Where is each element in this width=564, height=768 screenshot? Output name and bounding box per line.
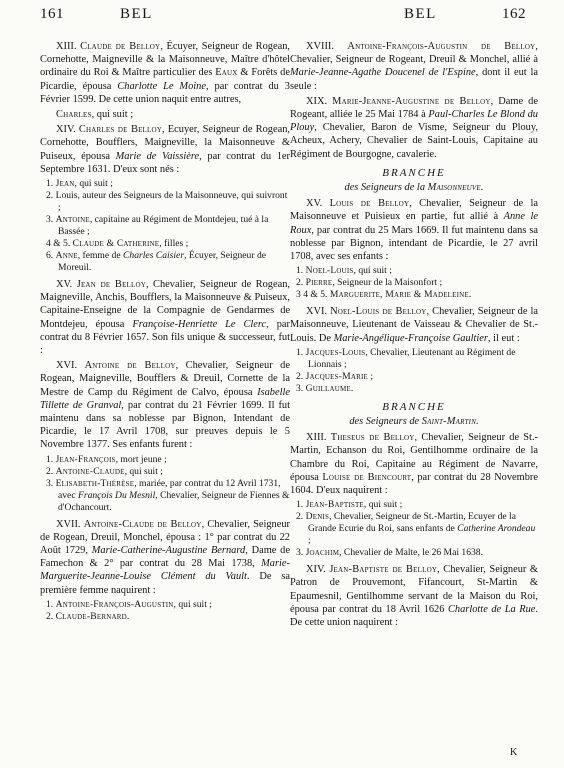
text-run: Louise de Biencourt	[322, 471, 412, 483]
text-run: , Chevalier, Seigneur de St.-Martin, Ecuyer de la Grande Ecurie du Roi, sans enfants de	[308, 511, 516, 535]
text-run: .	[476, 416, 479, 428]
text-run: Jean de Belloy	[76, 279, 147, 291]
text-run: , Chevalier de Malte, le 26 Mai 1638.	[339, 547, 483, 559]
text-run: ;	[308, 535, 311, 547]
text-run: 6.	[46, 250, 56, 262]
text-run: , filles ;	[159, 238, 189, 250]
text-run: Marie-Jeanne-Agathe Doucenel de l'Espine	[290, 67, 476, 79]
text-run: Marie-Catherine-Augustine Bernard	[91, 545, 246, 557]
text-run: 1.	[296, 346, 306, 358]
genealogy-entry	[290, 431, 538, 497]
text-run: , Dame de Famechon & 2° par contrat du 28 Mai 1738,	[40, 545, 290, 570]
text-run: 1.	[46, 598, 56, 610]
text-run: , par contrat du 1er Septembre 1631. D'eux sont nés :	[40, 150, 291, 175]
text-run: 2.	[296, 511, 306, 523]
text-run: 3.	[296, 382, 306, 394]
text-run: , Écuyer, Seigneur de Rogean, Cornehotte, Maigneville & la Maisonneuve, Maître d'hôtel ordinaire du Roi & Maître particulier des	[40, 41, 290, 79]
list-item	[46, 599, 290, 611]
right-column	[290, 40, 538, 631]
text-run: , Chevalier, Seigneur de Rogeant, Dreuil & Monchel, allié à	[290, 41, 538, 66]
list-item	[46, 178, 290, 190]
text-run: Elisabeth-Thérèse	[55, 477, 135, 489]
text-run: Jacques-Marie	[305, 370, 368, 382]
text-run: & Forêts de Picardie, épousa	[40, 67, 290, 92]
text-run: , Dame de Rogeant, alliée le 25 Mai 1784 à	[290, 95, 538, 121]
text-run: XIV.	[306, 564, 330, 576]
branch-heading: BRANCHE	[382, 166, 446, 179]
text-run: Jean-François	[55, 453, 116, 465]
text-run: Antoine-Claude de Belloy	[83, 518, 202, 530]
text-run: , par contrat du 21 Février 1699. Il fut maintenu dans sa noblesse par Bignon, Intendant de Picardie, le 17 Avril 1708, sur preuves depuis le 5 Novembre 1377. Ses enfants furent :	[40, 399, 290, 451]
text-run: 3 4 & 5.	[296, 289, 330, 301]
text-run: des Seigneurs de	[349, 416, 422, 428]
genealogy-entry	[40, 108, 290, 121]
left-column	[40, 40, 290, 627]
text-run: Marie-Jeanne-Augustine de Belloy	[332, 95, 491, 107]
genealogy-entry	[290, 40, 538, 93]
list-item	[296, 277, 538, 289]
text-run: , Chevalier, Baron de Visme, Seigneur du Plouy, Acheux, Achery, Chevalier de Saint-Louis, Capitaine au Régiment de Bourgogne, cavalerie.	[290, 122, 538, 160]
signature-mark: K	[510, 747, 518, 758]
text-run: XV.	[306, 198, 330, 210]
text-run: XVII.	[56, 518, 84, 530]
text-run: Anne le Roux	[290, 211, 539, 236]
text-run: Marie de Vaissière	[115, 150, 200, 162]
text-run: Claude & Catherine	[72, 238, 160, 250]
text-run: Jean-Baptiste	[305, 499, 364, 511]
text-run: Claude-Bernard	[55, 610, 127, 622]
text-run: .	[350, 382, 354, 394]
text-run: Françoise-Henriette Le Clerc	[132, 318, 267, 330]
page-header	[0, 0, 564, 34]
text-run: XIII.	[306, 432, 331, 444]
text-run: Saint-Martin	[421, 416, 477, 428]
text-run: , il eut :	[487, 332, 520, 344]
list-item	[296, 383, 538, 395]
text-run: Jacques-Louis	[305, 346, 366, 358]
text-run: , par contrat du 8 Février 1657. Son fils unique & successeur, fut :	[40, 318, 290, 357]
page-number-right: 162	[502, 6, 526, 22]
text-run: XVIII.	[306, 41, 348, 52]
text-run: Maisonneuve	[427, 182, 481, 194]
text-run: 2.	[46, 465, 56, 477]
text-run: 2.	[296, 370, 306, 382]
text-run: 3.	[46, 214, 56, 226]
text-run: , par contrat du 3 Février 1599. De cette union naquit entre autres,	[40, 80, 290, 105]
text-run: , qui suit ;	[173, 598, 212, 610]
text-run: , capitaine au Régiment de Montdejeu, tué à la Bassée ;	[58, 214, 269, 238]
text-run: Paul-Charles Le Blond du Plouy	[290, 109, 538, 134]
text-run: Pierre	[305, 277, 333, 289]
text-run: XVI.	[306, 306, 331, 318]
list-item	[296, 289, 538, 301]
text-run: Antoine de Belloy	[84, 360, 176, 372]
list-item	[296, 499, 538, 511]
list-item	[296, 265, 538, 277]
text-run: , mort jeune ;	[115, 453, 167, 465]
text-run: Claude de Belloy	[80, 41, 161, 52]
list-item	[296, 547, 538, 559]
text-run: 1.	[46, 453, 56, 465]
genealogy-entry	[290, 95, 538, 161]
text-run: , Ecuyer, Seigneur de Rogean, Cornehotte, Boufflers, Maigneville, la Maisonneuve & Puiseux, épousa	[40, 124, 290, 162]
text-run: Charlotte Le Moine	[117, 80, 206, 92]
branch-subheading	[290, 181, 538, 194]
text-run: .	[468, 289, 472, 301]
list-item	[296, 347, 538, 371]
text-run: Charles	[56, 109, 92, 121]
text-run: Catherine Arondeau	[457, 523, 536, 535]
text-run: Joachim	[305, 547, 340, 559]
genealogy-entry	[290, 305, 538, 345]
list-item	[46, 190, 290, 214]
text-run: , Chevalier, Lieutenant au Régiment de Lionnais ;	[308, 346, 516, 370]
text-run: 1.	[296, 265, 306, 277]
list-item	[296, 371, 538, 383]
text-run: .	[126, 610, 130, 622]
text-run: , par contrat du 25 Mars 1669. Il fut maintenu dans sa noblesse par Bignon, intendant de Picardie, le 27 avril 1708, avec ses enfants :	[290, 224, 538, 263]
genealogy-entry	[290, 197, 538, 263]
text-run: 1.	[296, 499, 306, 511]
text-run: 3.	[46, 477, 56, 489]
text-run: , qui suit ;	[74, 178, 113, 190]
text-run: des Seigneurs de la	[344, 182, 428, 194]
children-list	[46, 178, 290, 274]
text-run: XIV.	[56, 124, 79, 136]
text-run: , Chevalier, Seigneur de Rogean, Dreuil, Monchel, épousa : 1° par contrat du 22 Août 1729,	[40, 518, 291, 557]
text-run: 4 & 5.	[46, 238, 73, 250]
text-run: Noel-Louis	[305, 265, 354, 277]
text-run: , dont il eut la seule :	[290, 67, 538, 92]
text-run: ;	[368, 370, 374, 382]
children-list	[46, 454, 290, 514]
text-run: Marie-Marguerite-Jeanne-Louise Clément du Vault	[40, 558, 290, 583]
page-number-left: 161	[40, 6, 64, 22]
text-run: .	[480, 182, 484, 194]
children-list	[296, 265, 538, 301]
text-run: Antoine-Claude	[55, 465, 125, 477]
text-run: Guillaume	[305, 382, 351, 394]
list-item	[46, 214, 290, 238]
text-run: Marguerite, Marie & Madeleine	[329, 289, 469, 301]
list-item	[46, 611, 290, 623]
list-item	[296, 511, 538, 547]
text-run: Marie-Angélique-Françoise Gaultier	[333, 332, 488, 344]
genealogy-entry	[40, 359, 290, 451]
text-run: XIX.	[306, 95, 333, 107]
text-run: , Écuyer, Seigneur de Moreuil.	[58, 250, 266, 274]
text-run: , Chevalier, Seigneur de Fiennes & d'Ochancourt.	[58, 489, 290, 513]
branch-heading: BRANCHE	[382, 400, 446, 413]
text-run: , Chevalier, Seigneur de St.-Martin, Echanson du Roi, Gentilhomme ordinaire de la Chambre du Roi, Capitaine au Régiment de Navarre, épousa	[290, 432, 539, 483]
text-run: Charles Caisier	[123, 250, 185, 262]
text-run: Jean	[55, 178, 75, 190]
text-run: XVI.	[56, 360, 85, 372]
text-run: Isabelle Tillette de Granval	[40, 386, 290, 411]
text-run: , Seigneur de la Maisonfort ;	[332, 277, 443, 289]
text-run: Charlotte de La Rue	[447, 603, 536, 615]
text-run: , Chevalier, Seigneur & Patron de Prouvemont, Fifancourt, St-Martin & Epaumesnil, Gentilhomme servant de la Maison du Roi, épousa par contrat du 18 Avril 1626	[290, 564, 539, 615]
text-run: François Du Mesnil	[77, 489, 156, 501]
text-run: 2. Louis, auteur des Seigneurs de la Maisonneuve, qui suivront ;	[46, 190, 288, 214]
text-run: , Chevalier, Seigneur de la Maisonneuve et Puisieux en partie, fut allié à	[290, 198, 538, 223]
text-run: XIII.	[56, 41, 81, 52]
text-run: , qui suit ;	[91, 109, 134, 121]
text-run: Theseus de Belloy	[330, 432, 415, 444]
text-run: 1.	[46, 178, 56, 190]
text-run: , qui suit ;	[363, 499, 403, 511]
genealogy-entry	[40, 518, 290, 597]
text-run: Eaux	[215, 67, 238, 79]
running-title-left: BEL	[120, 6, 153, 22]
children-list	[296, 499, 538, 559]
children-list	[46, 599, 290, 623]
text-run: , qui suit ;	[124, 465, 163, 477]
running-title-right: BEL	[404, 6, 437, 22]
text-run: 3.	[296, 547, 306, 559]
text-run: 2.	[296, 277, 306, 289]
genealogy-entry	[290, 563, 538, 629]
text-run: XV.	[56, 279, 77, 291]
text-run: , mariée, par contrat du 12 Avril 1731, avec	[58, 477, 281, 501]
text-run: Noel-Louis de Belloy	[330, 306, 427, 318]
text-run: Denis	[305, 511, 330, 523]
list-item	[46, 478, 290, 514]
text-run: Charles de Belloy	[78, 124, 163, 136]
text-run: , Chevalier, Seigneur de Rogean, Maigneville, Boufflers & Dreuil, Cornette de la Mestre de Camp du Régiment de Calvo, épousa	[40, 360, 290, 398]
children-list	[296, 347, 538, 395]
list-item	[46, 238, 290, 250]
text-run: Jean-Baptiste de Belloy	[329, 564, 438, 576]
text-run: Antoine-François-Augustin de Belloy	[347, 41, 536, 52]
text-run: Anne	[55, 250, 78, 262]
text-run: Louis de Belloy	[329, 198, 410, 210]
text-run: , Chevalier, Seigneur de la Maisonneuve, Lieutenant de Vaisseau & Chevalier de St.-Louis. De	[290, 306, 538, 344]
list-item	[46, 250, 290, 274]
genealogy-entry	[40, 123, 290, 176]
branch-subheading	[290, 415, 538, 428]
text-run: 2.	[46, 610, 56, 622]
text-run: Antoine-François-Augustin	[55, 598, 174, 610]
text-run: , femme de	[77, 250, 124, 262]
genealogy-entry	[40, 40, 290, 106]
text-run: , par contrat du 28 Novembre 1604. D'eux naquirent :	[290, 471, 538, 497]
text-run: . De cette union naquirent :	[290, 603, 538, 629]
text-run: . De sa première femme naquirent :	[40, 571, 290, 596]
list-item	[46, 454, 290, 466]
text-run: Antoine	[55, 214, 90, 226]
genealogy-entry	[40, 278, 290, 357]
list-item	[46, 466, 290, 478]
text-run: , Chevalier, Seigneur de Rogean, Maigneville, Anchis, Boufflers, la Maisonneuve & Puiseux, Capitaine-Enseigne de la Compagnie de Gendarmes de Montdejeu, épousa	[40, 279, 291, 330]
text-run: , qui suit ;	[353, 265, 392, 277]
